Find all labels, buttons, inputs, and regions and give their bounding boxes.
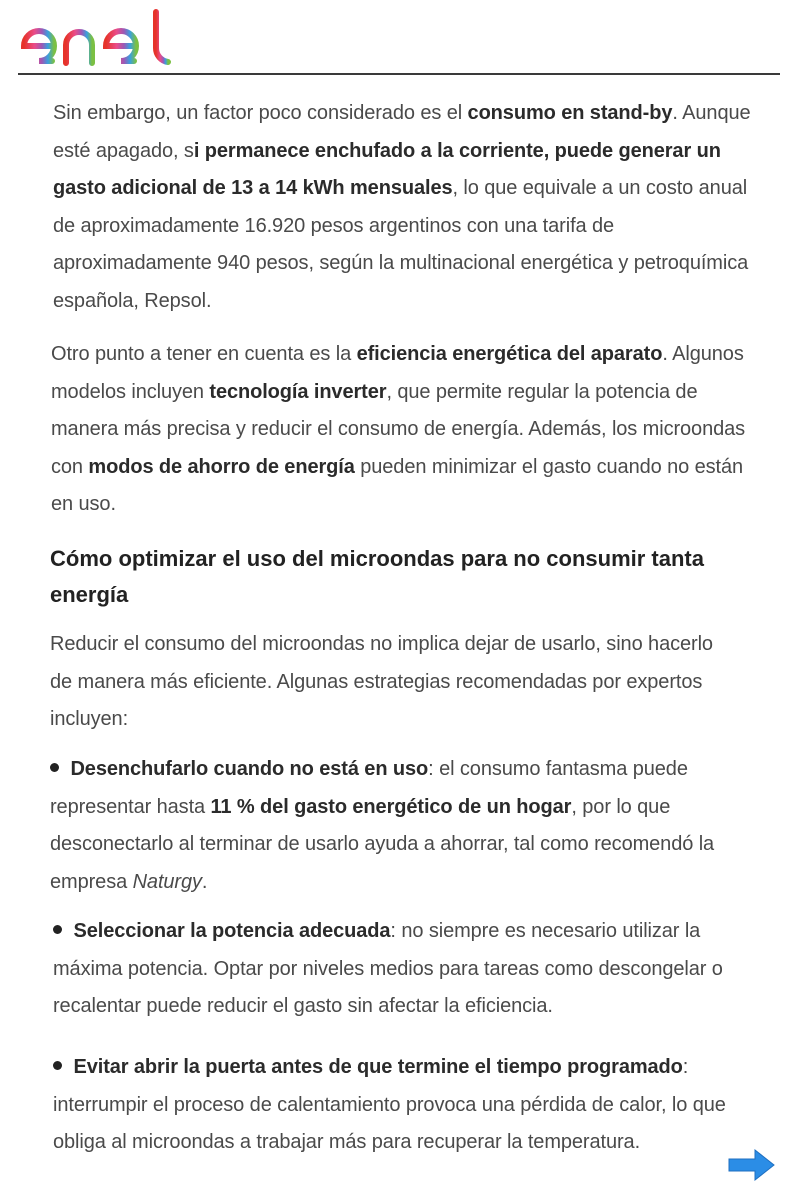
paragraph-text: , que permite regular la potencia de manera más precisa y reducir el consumo de energía. Además, los microondas con [51, 380, 746, 478]
paragraph-text: Sin embargo, un factor poco considerado es el [53, 102, 468, 124]
paragraph-text: Otro punto a tener en cuenta es la [51, 343, 357, 365]
paragraph-intro-strategies [50, 626, 740, 739]
paragraph-text: , lo que equivale a un costo anual de aproximadamente 16.920 pesos argentinos con una tarifa de aproximadamente 940 pesos, según la multinacional energética y petroquímica española, Repsol. [53, 177, 749, 312]
enel-logo [18, 8, 178, 70]
bold-percent: 11 % del gasto energético de un hogar [210, 795, 572, 818]
paragraph-efficiency [51, 336, 751, 524]
paragraph-text: . Aunque esté apagado, s [53, 102, 751, 162]
list-item-door [53, 1049, 753, 1162]
paragraph-text: . Algunos modelos incluyen [51, 343, 744, 403]
bold-efficiency: eficiencia energética del aparato [356, 343, 663, 365]
paragraph-text: : no siempre es necesario utilizar la máxima potencia. Optar por niveles medios para tareas como descongelar o recalentar puede reducir el gasto sin afectar la eficiencia. [53, 920, 723, 1017]
bold-kwh-extra: i permanece enchufado a la corriente, puede generar un gasto adicional de 13 a 14 kWh mensuales [53, 139, 721, 199]
paragraph-text: : el consumo fantasma puede representar hasta [50, 758, 688, 818]
bold-saving-modes: modos de ahorro de energía [88, 455, 355, 478]
bold-inverter: tecnología inverter [209, 380, 387, 403]
header-divider [18, 73, 780, 75]
paragraph-standby [53, 95, 753, 320]
section-heading: Cómo optimizar el uso del microondas para no consumir tanta energía [50, 546, 704, 607]
bold-standby: consumo en stand-by [467, 102, 673, 124]
arrow-right-icon[interactable] [727, 1147, 777, 1183]
paragraph-text: . [201, 870, 208, 893]
italic-naturgy: Naturgy [132, 870, 202, 893]
list-item-unplug [50, 751, 750, 901]
bold-unplug: Desenchufarlo cuando no está en uso [70, 758, 429, 780]
list-item-power [53, 913, 753, 1026]
paragraph-text: : interrumpir el proceso de calentamiento provoca una pérdida de calor, lo que obliga al microondas a trabajar más para recuperar la temperatura. [53, 1056, 726, 1153]
bold-door: Evitar abrir la puerta antes de que termine el tiempo programado [73, 1056, 683, 1078]
paragraph-text: , por lo que desconectarlo al terminar de usarlo ayuda a ahorrar, tal como recomendó la empresa [50, 795, 715, 893]
paragraph-text: Reducir el consumo del microondas no implica dejar de usarlo, sino hacerlo de manera más eficiente. Algunas estrategias recomendadas por expertos incluyen: [50, 633, 713, 730]
paragraph-text: pueden minimizar el gasto cuando no están en uso. [51, 455, 744, 515]
bold-power: Seleccionar la potencia adecuada [73, 920, 391, 942]
